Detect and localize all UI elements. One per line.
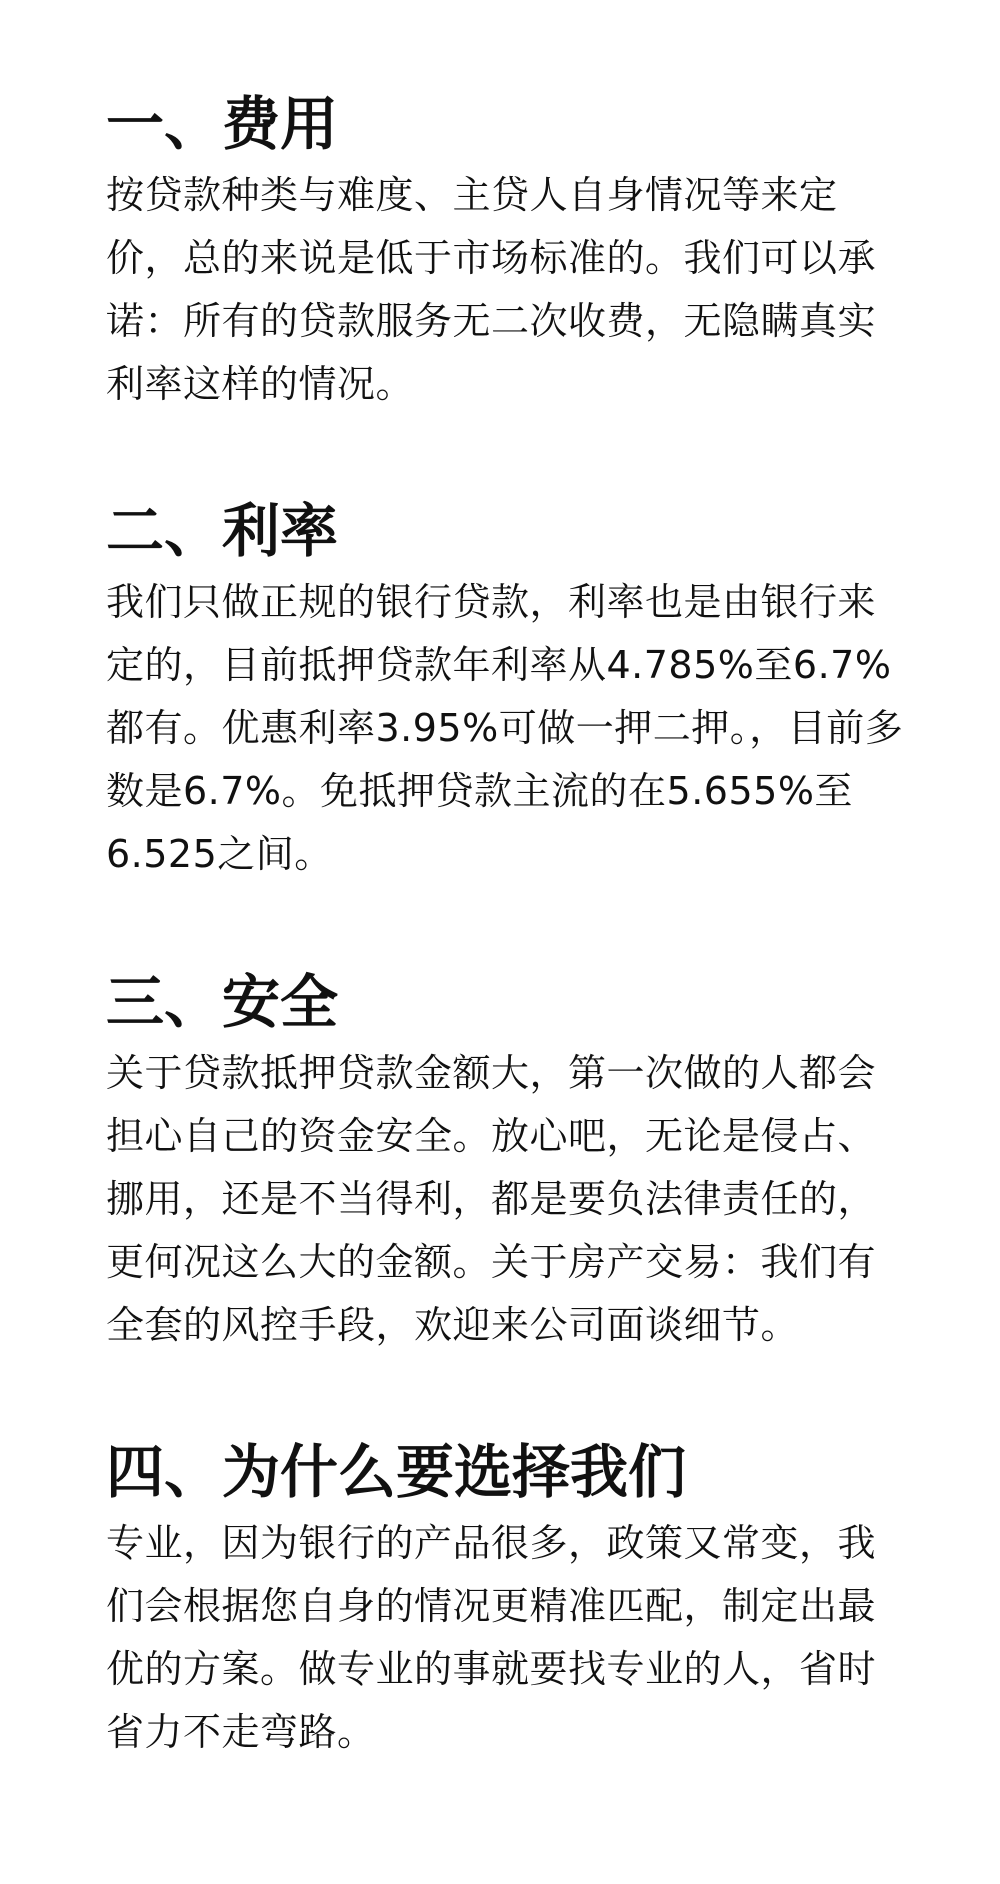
section-body-safety: 关于贷款抵押贷款金额大，第一次做的人都会担心自己的资金安全。放心吧，无论是侵占、挪用，还是不当得利，都是要负法律责任的，更何况这么大的金额。关于房产交易：我们有全套的风控手段，欢迎来公司面谈细节。 <box>106 1051 877 1347</box>
section-body-why-choose-us: 专业，因为银行的产品很多，政策又常变，我们会根据您自身的情况更精准匹配，制定出最优的方案。做专业的事就要找专业的人，省时省力不走弯路。 <box>106 1521 877 1754</box>
section-safety <box>106 966 906 1357</box>
section-interest-rate <box>106 495 906 886</box>
section-title-fees: 一、费用 <box>106 90 339 158</box>
section-title-safety: 三、安全 <box>106 968 339 1036</box>
section-body-fees: 按贷款种类与难度、主贷人自身情况等来定价，总的来说是低于市场标准的。我们可以承诺：所有的贷款服务无二次收费，无隐瞒真实利率这样的情况。 <box>106 173 877 406</box>
section-fees <box>106 88 906 416</box>
section-title-interest-rate: 二、利率 <box>106 497 339 565</box>
section-body-interest-rate: 我们只做正规的银行贷款，利率也是由银行来定的，目前抵押贷款年利率从4.785%至6.7%都有。优惠利率3.95%可做一押二押。，目前多数是6.7%。免抵押贷款主流的在5.655%至6.525之间。 <box>106 580 904 876</box>
section-why-choose-us <box>106 1436 906 1764</box>
section-title-why-choose-us: 四、为什么要选择我们 <box>106 1438 687 1506</box>
